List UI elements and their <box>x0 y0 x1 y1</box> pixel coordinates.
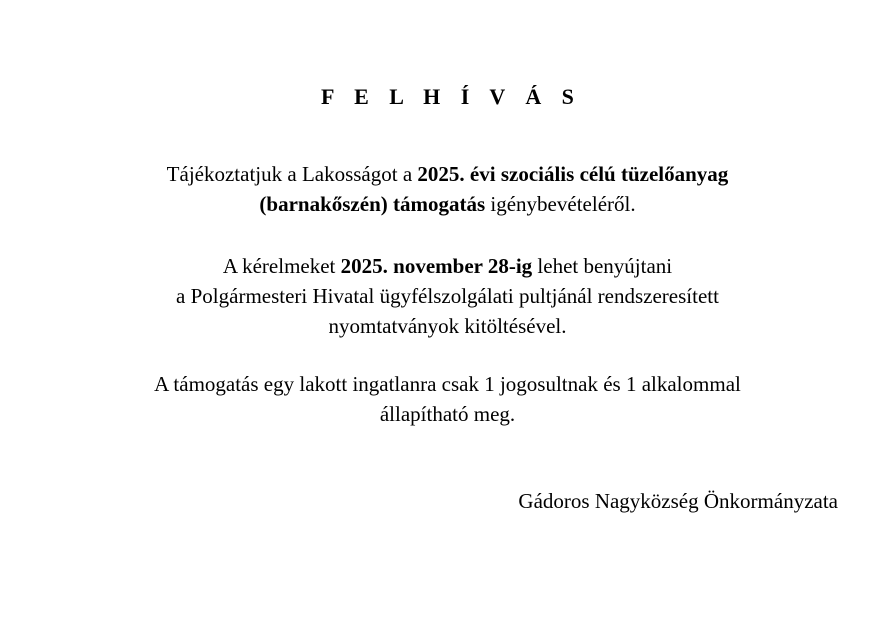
announcement-paragraph <box>0 159 895 219</box>
deadline-line-3: nyomtatványok kitöltésével. <box>328 314 567 338</box>
deadline-text-start: A kérelmeket <box>222 254 341 278</box>
subsidy-name-bold: 2025. évi szociális célú tüzelőanyag <box>417 162 729 186</box>
subsidy-type-bold: (barnakőszén) támogatás <box>259 192 486 216</box>
announcement-line-2 <box>0 189 895 219</box>
eligibility-paragraph <box>0 369 895 429</box>
announcement-text-end: igénybevételéről. <box>485 192 636 216</box>
deadline-paragraph <box>0 251 895 341</box>
deadline-line-2: a Polgármesteri Hivatal ügyfélszolgálati pultjánál rendszeresített <box>176 284 719 308</box>
announcement-text: Tájékoztatjuk a Lakosságot a <box>166 162 418 186</box>
announcement-line-1 <box>0 159 895 189</box>
eligibility-line-1: A támogatás egy lakott ingatlanra csak 1 jogosultnak és 1 alkalommal <box>154 372 741 396</box>
deadline-text-end: lehet benyújtani <box>532 254 673 278</box>
eligibility-line-2: állapítható meg. <box>379 402 516 426</box>
signature: Gádoros Nagyközség Önkormányzata <box>518 489 838 513</box>
deadline-date-bold: 2025. november 28-ig <box>340 254 533 278</box>
notice-title: F E L H Í V Á S <box>321 84 582 109</box>
deadline-line-1 <box>0 251 895 281</box>
